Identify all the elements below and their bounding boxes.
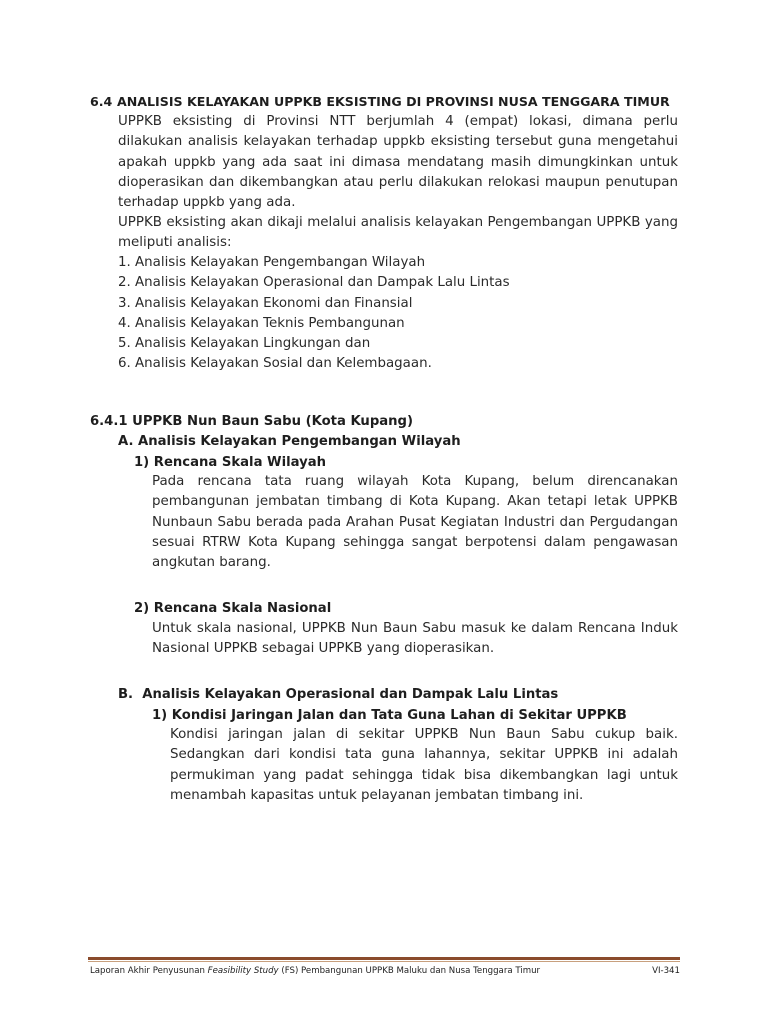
list-item: 5. Analisis Kelayakan Lingkungan dan xyxy=(118,336,371,352)
page-footer xyxy=(90,966,680,976)
list-item: 6. Analisis Kelayakan Sosial dan Kelembagaan. xyxy=(118,356,432,372)
item-a2-heading: 2) Rencana Skala Nasional xyxy=(134,601,332,616)
footer-text-suffix: (FS) Pembangunan UPPKB Maluku dan Nusa Tenggara Timur xyxy=(278,966,541,976)
page-number: VI-341 xyxy=(652,966,680,976)
section-title: ANALISIS KELAYAKAN UPPKB EKSISTING DI PROVINSI NUSA TENGGARA TIMUR xyxy=(117,94,670,109)
section-6-4-paragraph-2: UPPKB eksisting akan dikaji melalui analisis kelayakan Pengembangan UPPKB yang meliputi analisis: xyxy=(118,215,678,251)
subsection-a-heading: A. Analisis Kelayakan Pengembangan Wilayah xyxy=(118,434,461,449)
footer-rule-thin xyxy=(88,961,680,962)
footer-text-prefix: Laporan Akhir Penyusunan xyxy=(90,966,208,976)
section-6-4-1-heading: 6.4.1 UPPKB Nun Baun Sabu (Kota Kupang) xyxy=(90,414,414,429)
item-a1-text: Pada rencana tata ruang wilayah Kota Kupang, belum direncanakan pembangunan jembatan timbang di Kota Kupang. Akan tetapi letak UPPKB Nunbaun Sabu berada pada Arahan Pusat Kegiatan Industri dan Pergudangan sesuai RTRW Kota Kupang sehingga sangat berpotensi dalam pengawasan angkutan barang. xyxy=(152,474,678,571)
list-item: 2. Analisis Kelayakan Operasional dan Dampak Lalu Lintas xyxy=(118,275,510,291)
list-item: 1. Analisis Kelayakan Pengembangan Wilayah xyxy=(118,255,426,270)
item-a2-text: Untuk skala nasional, UPPKB Nun Baun Sabu masuk ke dalam Rencana Induk Nasional UPPKB sebagai UPPKB yang dioperasikan. xyxy=(152,621,678,657)
footer-rule xyxy=(88,957,680,960)
section-6-4-heading xyxy=(90,94,680,109)
analysis-list xyxy=(118,253,510,375)
subsection-b-heading: B. Analisis Kelayakan Operasional dan Dampak Lalu Lintas xyxy=(118,687,559,702)
section-6-4-paragraph-1: UPPKB eksisting di Provinsi NTT berjumlah 4 (empat) lokasi, dimana perlu dilakukan analisis kelayakan terhadap uppkb eksisting tersebut guna mengetahui apakah uppkb yang ada saat ini dimasa mendatang masih dimungkinkan untuk dioperasikan dan dikembangkan atau perlu dilakukan relokasi maupun penutupan terhadap uppkb yang ada. xyxy=(118,114,678,211)
list-item: 3. Analisis Kelayakan Ekonomi dan Finansial xyxy=(118,295,413,311)
footer-text-italic: Feasibility Study xyxy=(207,966,279,976)
list-item: 4. Analisis Kelayakan Teknis Pembangunan xyxy=(118,315,405,331)
item-a1-heading: 1) Rencana Skala Wilayah xyxy=(134,455,327,470)
section-number: 6.4 xyxy=(90,94,113,109)
item-b1-heading: 1) Kondisi Jaringan Jalan dan Tata Guna Lahan di Sekitar UPPKB xyxy=(152,708,627,723)
item-b1-text: Kondisi jaringan jalan di sekitar UPPKB Nun Baun Sabu cukup baik. Sedangkan dari kondisi tata guna lahannya, sekitar UPPKB ini adalah permukiman yang padat sehingga tidak bisa dikembangkan lagi untuk menambah kapasitas untuk pelayanan jembatan timbang ini. xyxy=(170,727,678,803)
